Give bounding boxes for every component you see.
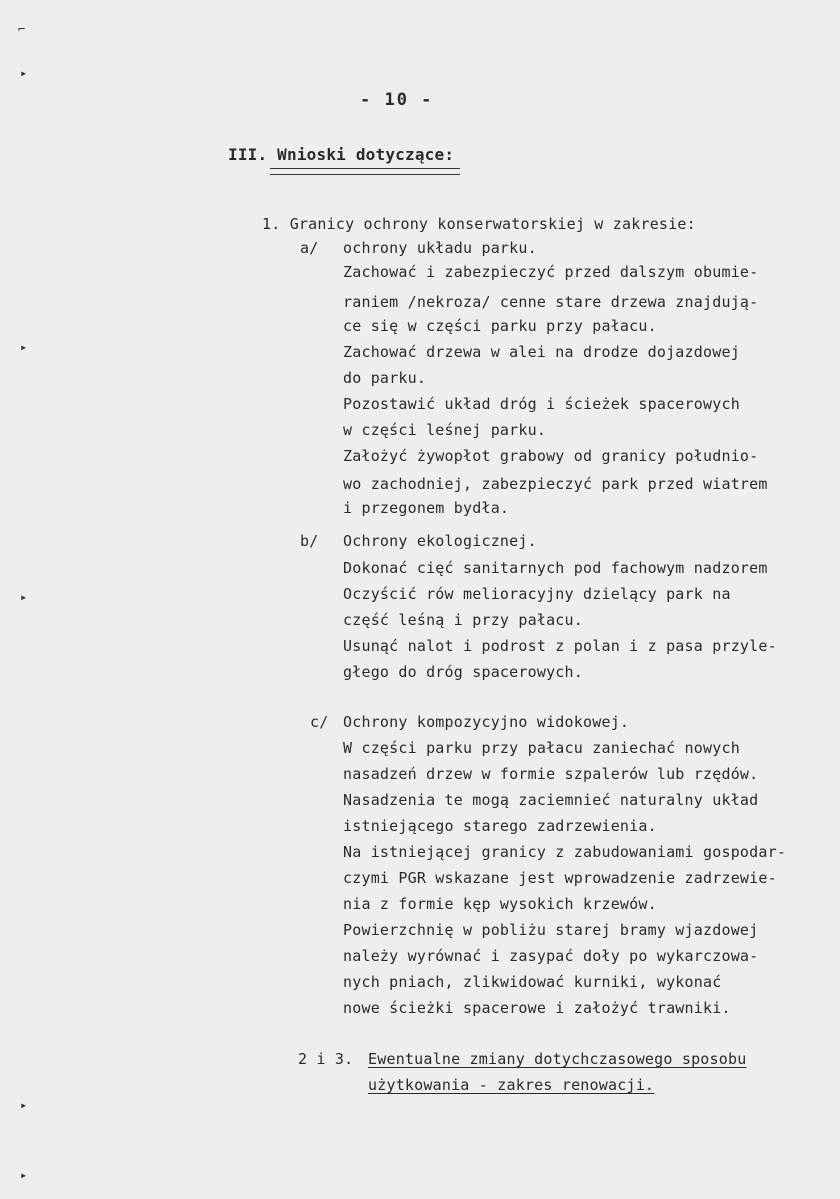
item-c-line: W części parku przy pałacu zaniechać nowych <box>343 739 740 757</box>
item-c-line: należy wyrównać i zasypać doły po wykarczowa- <box>343 947 759 965</box>
point-1-title: 1. Granicy ochrony konserwatorskiej w zakresie: <box>262 215 696 233</box>
margin-mark: ▸ <box>20 1168 28 1182</box>
margin-mark: ⌐ <box>18 22 26 36</box>
item-b-line: Usunąć nalot i podrost z polan i z pasa przyle- <box>343 637 777 655</box>
margin-mark: ▸ <box>20 340 28 354</box>
item-c-line: nasadzeń drzew w formie szpalerów lub rzędów. <box>343 765 759 783</box>
item-a-label: a/ <box>300 239 319 257</box>
item-a-line: Założyć żywopłot grabowy od granicy południo- <box>343 447 759 465</box>
heading-double-underline <box>270 168 460 175</box>
item-b-line: Ochrony ekologicznej. <box>343 532 537 550</box>
item-a-line: do parku. <box>343 369 427 387</box>
item-a-line: i przegonem bydła. <box>343 499 510 517</box>
item-c-line: czymi PGR wskazane jest wprowadzenie zadrzewie- <box>343 869 777 887</box>
item-b-line: część leśną i przy pałacu. <box>343 611 583 629</box>
item-c-line: Nasadzenia te mogą zaciemnieć naturalny układ <box>343 791 759 809</box>
margin-mark: ▸ <box>20 590 28 604</box>
item-a-line: Pozostawić układ dróg i ścieżek spacerowych <box>343 395 740 413</box>
item-b-line: Oczyścić rów melioracyjny dzielący park na <box>343 585 731 603</box>
item-a-line: ce się w części parku przy pałacu. <box>343 317 657 335</box>
item-a-line: w części leśnej parku. <box>343 421 547 439</box>
item-a-line: Zachować drzewa w alei na drodze dojazdowej <box>343 343 740 361</box>
page-number: - 10 - <box>360 90 434 110</box>
item-c-line: istniejącego starego zadrzewienia. <box>343 817 657 835</box>
item-a-line: Zachować i zabezpieczyć przed dalszym obumie- <box>343 263 759 281</box>
point-2-3-label: 2 i 3. <box>298 1050 354 1068</box>
item-b-label: b/ <box>300 532 319 550</box>
item-c-line: nych pniach, zlikwidować kurniki, wykonać <box>343 973 722 991</box>
item-a-line: wo zachodniej, zabezpieczyć park przed wiatrem <box>343 475 768 493</box>
item-c-line: Na istniejącej granicy z zabudowaniami gospodar- <box>343 843 787 861</box>
item-c-line: Powierzchnię w pobliżu starej bramy wjazdowej <box>343 921 759 939</box>
item-a-line: ochrony układu parku. <box>343 239 537 257</box>
section-heading: III. Wnioski dotyczące: <box>228 145 455 164</box>
item-c-line: Ochrony kompozycyjno widokowej. <box>343 713 630 731</box>
item-c-line: nia z formie kęp wysokich krzewów. <box>343 895 657 913</box>
item-a-line: raniem /nekroza/ cenne stare drzewa znajdują- <box>343 293 759 311</box>
item-c-line: nowe ścieżki spacerowe i założyć trawniki. <box>343 999 731 1017</box>
item-c-label: c/ <box>310 713 329 731</box>
point-2-3-line: Ewentualne zmiany dotychczasowego sposobu <box>368 1050 747 1068</box>
item-b-line: głego do dróg spacerowych. <box>343 663 583 681</box>
margin-mark: ▸ <box>20 66 28 80</box>
item-b-line: Dokonać cięć sanitarnych pod fachowym nadzorem <box>343 559 768 577</box>
margin-mark: ▸ <box>20 1098 28 1112</box>
point-2-3-line: użytkowania - zakres renowacji. <box>368 1076 655 1094</box>
